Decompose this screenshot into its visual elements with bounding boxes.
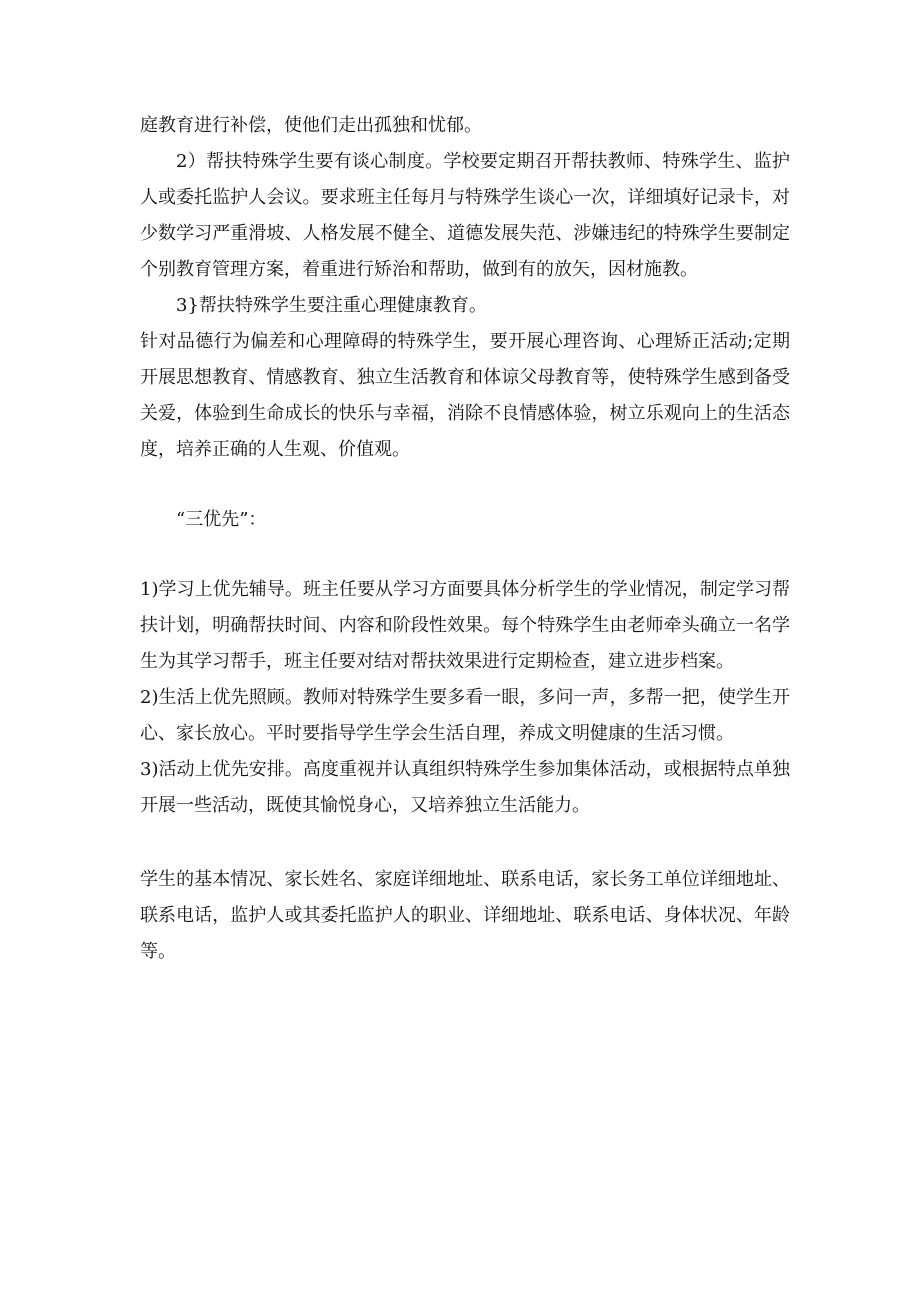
paragraph-life-priority: 2)生活上优先照顾。教师对特殊学生要多看一眼，多问一声，多帮一把，使学生开心、家长放心。平时要指导学生学会生活自理，养成文明健康的生活习惯。 (140, 687, 790, 744)
section-heading-three-priorities: “三优先”： (176, 509, 267, 530)
paragraph-talk-system: 2）帮扶特殊学生要有谈心制度。学校要定期召开帮扶教师、特殊学生、监护人或委托监护人会议。要求班主任每月与特殊学生谈心一次，详细填好记录卡，对少数学习严重滑坡、人格发展不健全、道德发展失范、涉嫌违纪的特殊学生要制定个别教育管理方案，着重进行矫治和帮助，做到有的放矢，因材施教。 (140, 151, 790, 280)
paragraph-family-compensation: 庭教育进行补偿，使他们走出孤独和忧郁。 (140, 115, 482, 136)
paragraph-mental-health-body: 针对品德行为偏差和心理障碍的特殊学生，要开展心理咨询、心理矫正活动;定期开展思想教育、情感教育、独立生活教育和体谅父母教育等，使特殊学生感到备受关爱，体验到生命成长的快乐与幸福，消除不良情感体验，树立乐观向上的生活态度，培养正确的人生观、价值观。 (140, 331, 790, 460)
paragraph-study-priority: 1)学习上优先辅导。班主任要从学习方面要具体分析学生的学业情况，制定学习帮扶计划，明确帮扶时间、内容和阶段性效果。每个特殊学生由老师牵头确立一名学生为其学习帮手，班主任要对结对帮扶效果进行定期检查，建立进步档案。 (140, 579, 790, 672)
paragraph-mental-health-heading: 3}帮扶特殊学生要注重心理健康教育。 (176, 295, 487, 316)
paragraph-student-info: 学生的基本情况、家长姓名、家庭详细地址、联系电话，家长务工单位详细地址、联系电话，监护人或其委托监护人的职业、详细地址、联系电话、身体状况、年龄等。 (140, 869, 790, 962)
document-body (140, 108, 790, 970)
paragraph-activity-priority: 3)活动上优先安排。高度重视并认真组织特殊学生参加集体活动，或根据特点单独开展一些活动，既使其愉悦身心，又培养独立生活能力。 (140, 759, 790, 816)
